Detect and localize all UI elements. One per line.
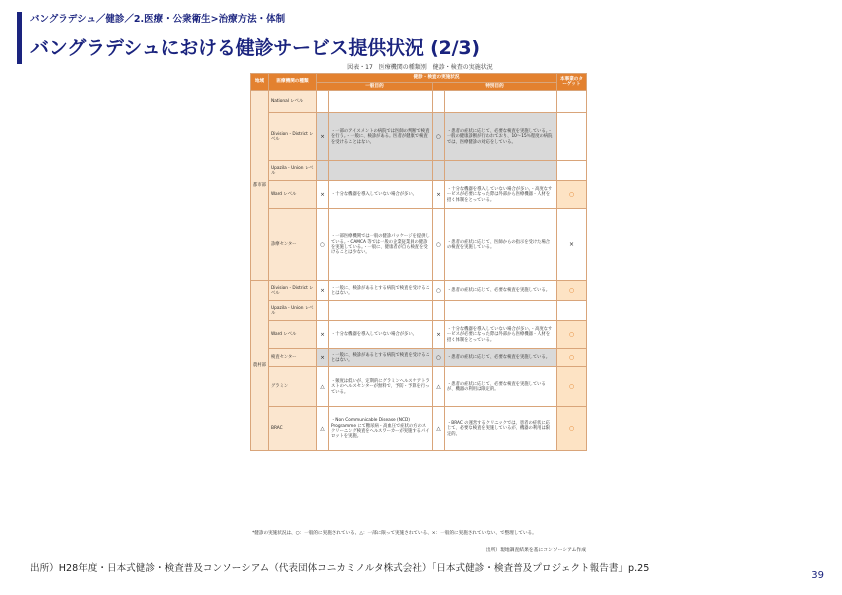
header-facility: 医療機関の種類 xyxy=(269,74,317,91)
general-mark-cell xyxy=(317,301,329,321)
general-mark-cell: △ xyxy=(317,407,329,451)
table-row xyxy=(251,367,587,407)
general-mark-cell: △ xyxy=(317,367,329,407)
special-mark-cell: ○ xyxy=(433,209,445,281)
level-cell: Ward レベル xyxy=(269,321,317,349)
table-row xyxy=(251,113,587,161)
table-row xyxy=(251,321,587,349)
general-mark-cell: × xyxy=(317,321,329,349)
table-row xyxy=(251,209,587,281)
special-text-cell: ・患者の症状に応じて、必要な検査を実施しているが、機器の利用は限定的。 xyxy=(445,367,557,407)
general-text-cell: ・十分な機器を導入していない場合が多い。 xyxy=(329,181,433,209)
area-cell: 農村部 xyxy=(251,281,269,451)
target-cell: ○ xyxy=(557,321,587,349)
general-text-cell: ・一般に、検診があるとする病院で検査を受けることはない。 xyxy=(329,349,433,367)
breadcrumb: バングラデシュ／健診／2.医療・公衆衛生>治療方法・体制 xyxy=(30,14,286,25)
target-cell: ○ xyxy=(557,407,587,451)
title-accent-bar xyxy=(17,12,22,64)
table-row xyxy=(251,181,587,209)
table-row xyxy=(251,281,587,301)
header-group: 健診・検査の実施状況 xyxy=(317,74,557,83)
level-cell: 診療センター xyxy=(269,209,317,281)
target-cell: ○ xyxy=(557,181,587,209)
special-text-cell xyxy=(445,161,557,181)
area-cell: 都市部 xyxy=(251,91,269,281)
page-title: バングラデシュにおける健診サービス提供状況 (2/3) xyxy=(30,37,480,59)
embedded-figure xyxy=(250,62,590,552)
level-cell: Division・District レベル xyxy=(269,113,317,161)
general-mark-cell: × xyxy=(317,281,329,301)
general-text-cell xyxy=(329,161,433,181)
general-mark-cell xyxy=(317,161,329,181)
screening-status-table xyxy=(250,73,587,451)
target-cell xyxy=(557,91,587,113)
target-cell xyxy=(557,113,587,161)
special-text-cell: ・十分な機器を導入していない場合が多い。・高度なサービスが必要になった際は外部から医療機器・人材を招く体制をとっている。 xyxy=(445,321,557,349)
general-mark-cell xyxy=(317,91,329,113)
header-general: 一般目的 xyxy=(317,82,433,91)
target-cell: ○ xyxy=(557,367,587,407)
target-cell xyxy=(557,161,587,181)
level-cell: Upazila・Union レベル xyxy=(269,301,317,321)
figure-note: *健診の実施状況は、○：一般的に実施されている、△：一部に限って実施されている、×：一般的に実施されていない、で整理している。 xyxy=(252,531,537,536)
level-cell: グラミン xyxy=(269,367,317,407)
general-text-cell: ・頻度は低いが、定期的にグラミンヘルスケアトラストのヘルスセンターが無料で、予防・予算を行っている。 xyxy=(329,367,433,407)
level-cell: National レベル xyxy=(269,91,317,113)
special-mark-cell: × xyxy=(433,321,445,349)
table-row xyxy=(251,301,587,321)
special-text-cell: ・十分な機器を導入していない場合が多い。・高度なサービスが必要になった際は外部から医療機器・人材を招く体制をとっている。 xyxy=(445,181,557,209)
special-text-cell: ・患者の症状に応じて、必要な検査を実施している。 xyxy=(445,281,557,301)
general-text-cell: ・一般に、検診があるとする病院で検査を受けることはない。 xyxy=(329,281,433,301)
general-mark-cell: × xyxy=(317,113,329,161)
table-row xyxy=(251,91,587,113)
header-area: 地域 xyxy=(251,74,269,91)
special-mark-cell xyxy=(433,91,445,113)
level-cell: Division・District レベル xyxy=(269,281,317,301)
level-cell: BRAC xyxy=(269,407,317,451)
source-citation: 出所）H28年度・日本式健診・検査普及コンソーシアム（代表団体コニカミノルタ株式会社）「日本式健診・検査普及プロジェクト報告書」p.25 xyxy=(30,563,650,574)
table-row xyxy=(251,407,587,451)
general-text-cell: ・一部医療機関では一般の健診パッケージを提供している。・CAMCA 等では一般の企業従業員の健診を実施している。・一般に、健康者が自ら検査を受けることは少ない。 xyxy=(329,209,433,281)
table-body xyxy=(251,91,587,451)
special-mark-cell: × xyxy=(433,181,445,209)
special-mark-cell: △ xyxy=(433,367,445,407)
special-mark-cell: ○ xyxy=(433,281,445,301)
special-mark-cell: ○ xyxy=(433,113,445,161)
general-text-cell xyxy=(329,91,433,113)
special-text-cell: ・患者の症状に応じて、医師からの指示を受けた場合の検査を実施している。 xyxy=(445,209,557,281)
table-row xyxy=(251,349,587,367)
special-mark-cell xyxy=(433,161,445,181)
general-text-cell: ・Non Communicable Disease (NCD) Programme にて糖尿病・高血圧で症状の方のスクリーニング検査をヘルスワーカーが実施するパイロットを実施。 xyxy=(329,407,433,451)
level-cell: 検査センター xyxy=(269,349,317,367)
table-header-row xyxy=(251,74,587,83)
special-mark-cell: ○ xyxy=(433,349,445,367)
page-number: 39 xyxy=(811,570,824,581)
special-text-cell: ・患者の症状に応じて、必要な検査を実施している。・一般の健康診断が行われており、10～15％程度の病院では、医療健診の対応をしている。 xyxy=(445,113,557,161)
general-mark-cell: × xyxy=(317,181,329,209)
level-cell: Upazila・Union レベル xyxy=(269,161,317,181)
level-cell: Ward レベル xyxy=(269,181,317,209)
header-special: 特別目的 xyxy=(433,82,557,91)
target-cell: × xyxy=(557,209,587,281)
figure-caption: 図表・17 医療機関の種類別 健診・検査の実施状況 xyxy=(347,64,493,71)
special-text-cell xyxy=(445,301,557,321)
general-mark-cell: × xyxy=(317,349,329,367)
special-mark-cell: △ xyxy=(433,407,445,451)
special-text-cell: ・患者の症状に応じて、必要な検査を実施している。 xyxy=(445,349,557,367)
table-row xyxy=(251,161,587,181)
special-text-cell: ・BRAC の運営するクリニックでは、患者の症状に応じて、必要な検査を実施しているが、機器の利用は限定的。 xyxy=(445,407,557,451)
general-text-cell xyxy=(329,301,433,321)
general-text-cell: ・一部のアイスメントの病院では医師の判断で検査を行う。・一般に、検診がある。医者が健康で検査を受けることはない。 xyxy=(329,113,433,161)
figure-source: 出所）現地調査結果を基にコンソーシアム作成 xyxy=(485,548,586,553)
general-mark-cell: ○ xyxy=(317,209,329,281)
target-cell: ○ xyxy=(557,281,587,301)
special-mark-cell xyxy=(433,301,445,321)
special-text-cell xyxy=(445,91,557,113)
target-cell: ○ xyxy=(557,349,587,367)
general-text-cell: ・十分な機器を導入していない場合が多い。 xyxy=(329,321,433,349)
header-target: 本事業のターゲット xyxy=(557,74,587,91)
target-cell xyxy=(557,301,587,321)
